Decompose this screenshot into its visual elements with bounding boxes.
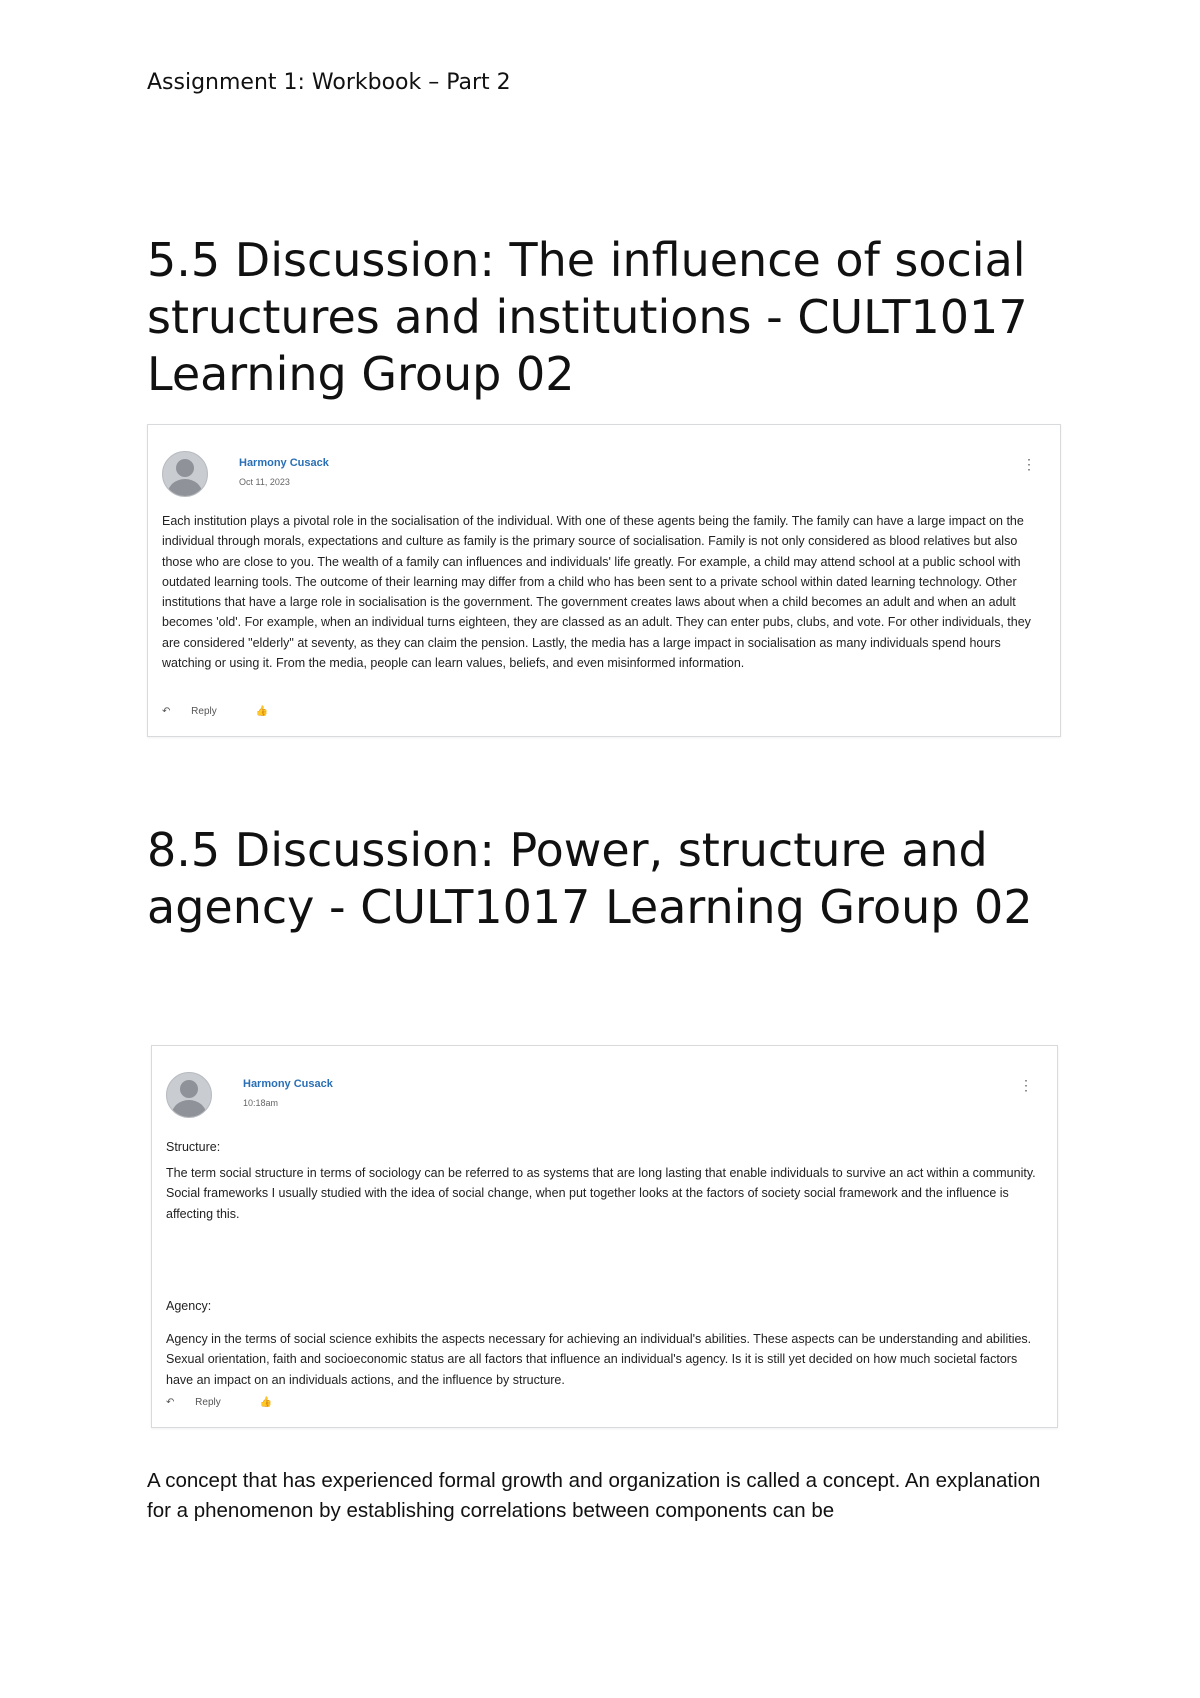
discussion-post-card [151,1045,1058,1428]
structure-label: Structure: [166,1140,221,1154]
reply-button[interactable] [162,706,235,717]
post-actions [166,1397,290,1408]
agency-text: Agency in the terms of social science exhibits the aspects necessary for achieving an individual's abilities. These aspects can be understanding and abilities. Sexual orientation, faith and socioeconomic status are all factors that influence an individual's agency. Is it is still yet decided on how much societal factors have an impact on an individuals actions, and the influence by structure. [166,1332,1032,1387]
like-icon[interactable]: 👍 [255,706,268,717]
page-header: Assignment 1: Workbook – Part 2 [147,70,511,95]
agency-label: Agency: [166,1299,212,1313]
more-options-icon[interactable]: ⋮ [1022,456,1036,472]
avatar [166,1072,212,1118]
reply-icon: ↶ [162,706,171,717]
post-body: Each institution plays a pivotal role in the socialisation of the individual. With one of these agents being the family. The family can have a large impact on the individual through morals, expectations and culture as family is the primary source of socialisation. Family is not only considered as blood relatives but also those who are close to you. The wealth of a family can influences and individuals' life greatly. For example, a child may attend school at a public school with outdated learning tools. The outcome of their learning may differ from a child who has been sent to a private school within dated learning technology. Other institutions that have a large role in socialisation is the government. The government creates laws about when a child becomes an adult and when an adult becomes 'old'. For example, when an individual turns eighteen, they are classed as an adult. They can enter pubs, clubs, and vote. For other individuals, they are considered "elderly" at seventy, as they can claim the pension. Lastly, the media has a large impact in socialisation as many individuals spend hours watching or using it. From the media, people can learn values, beliefs, and even misinformed information. [162,514,1031,671]
avatar [162,451,208,497]
closing-paragraph: A concept that has experienced formal growth and organization is called a concept. An explanation for a phenomenon by establishing correlations between components can be [147,1469,1041,1522]
more-options-icon[interactable]: ⋮ [1019,1077,1033,1093]
reply-label: Reply [191,706,217,717]
post-actions [162,706,286,717]
reply-button[interactable] [166,1397,239,1408]
author-name-link[interactable]: Harmony Cusack [243,1078,333,1090]
post-date: Oct 11, 2023 [239,477,290,487]
section-heading-5-5: 5.5 Discussion: The influence of social structures and institutions - CULT1017 Learning Group 02 [147,233,1028,401]
author-name-link[interactable]: Harmony Cusack [239,457,329,469]
post-date: 10:18am [243,1098,279,1108]
discussion-post-card [147,424,1061,737]
section-heading-8-5: 8.5 Discussion: Power, structure and agency - CULT1017 Learning Group 02 [147,823,1033,934]
like-icon[interactable]: 👍 [259,1397,272,1408]
reply-label: Reply [195,1397,221,1408]
structure-text: The term social structure in terms of sociology can be referred to as systems that are long lasting that enable individuals to survive an act within a community. Social frameworks I usually studied with the idea of social change, when put together looks at the factors of society social framework and the influence is affecting this. [166,1166,1036,1221]
reply-icon: ↶ [166,1397,175,1408]
